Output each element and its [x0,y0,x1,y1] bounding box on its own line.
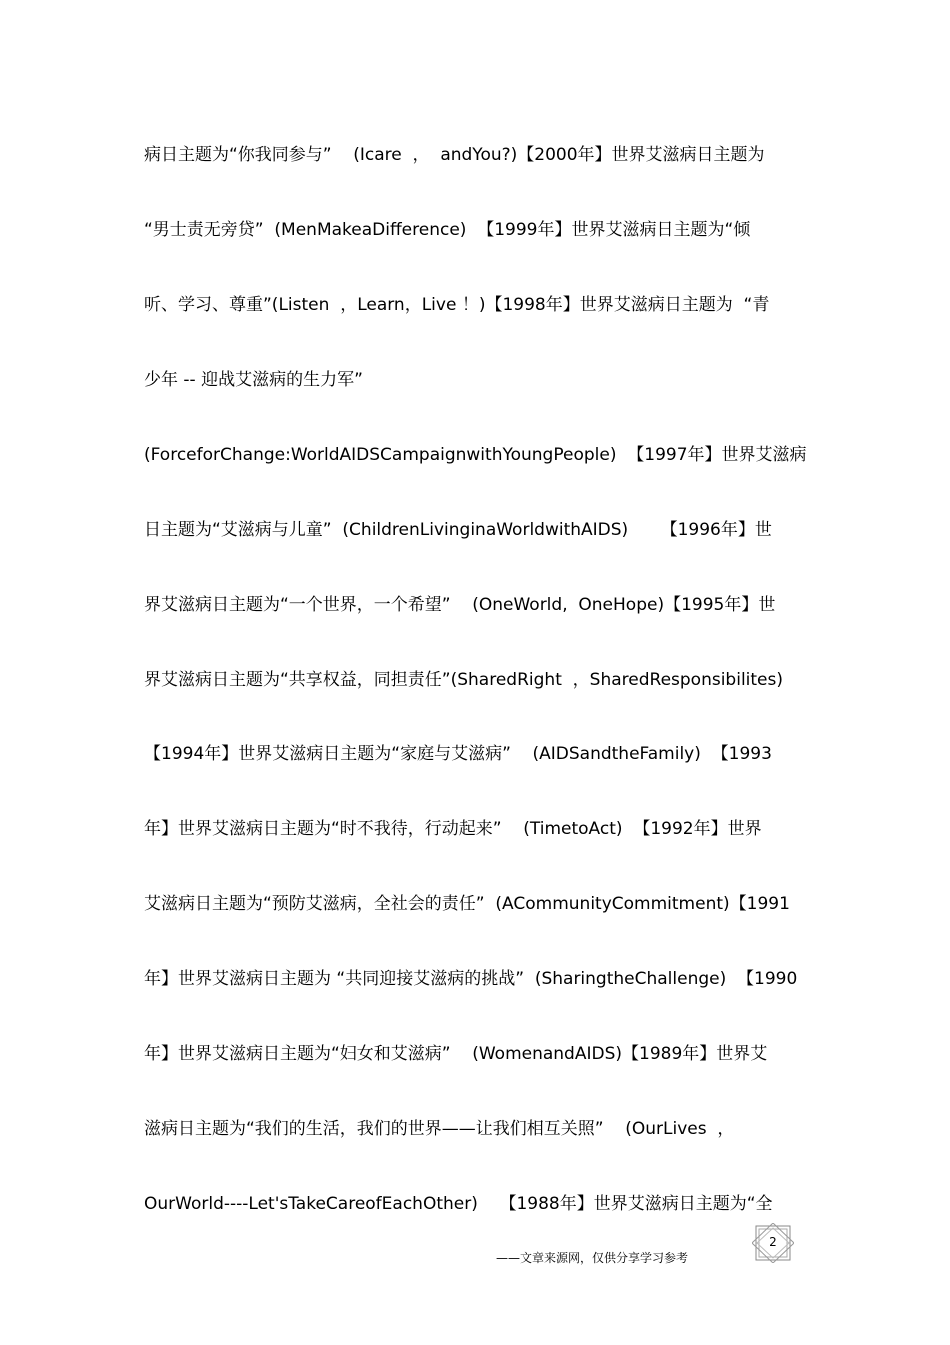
body-text-line: 日主题为“艾滋病与儿童” (ChildrenLivinginaWorldwithAIDS) 【1996年】世 [144,520,772,540]
body-text-line: 【1994年】世界艾滋病日主题为“家庭与艾滋病” (AIDSandtheFamily) 【1993 [144,744,772,764]
body-text-line: 年】世界艾滋病日主题为 “共同迎接艾滋病的挑战” (SharingtheChallenge) 【1990 [144,969,798,989]
page-number-badge [752,1223,794,1263]
body-text-line: OurWorld----Let'sTakeCareofEachOther) 【1988年】世界艾滋病日主题为“全 [144,1194,773,1214]
body-text-line: 听、学习、尊重”(Listen ，Learn，Live ！)【1998年】世界艾滋病日主题为 “青 [144,295,770,315]
body-text-line: 艾滋病日主题为“预防艾滋病，全社会的责任” (ACommunityCommitment)【1991 [144,894,790,914]
body-text-line: 年】世界艾滋病日主题为“妇女和艾滋病” (WomenandAIDS)【1989年】世界艾 [144,1044,768,1064]
footer-source-note: ——文章来源网，仅供分享学习参考 [496,1251,689,1265]
page-number: 2 [769,1235,777,1249]
body-text-line: 界艾滋病日主题为“共享权益，同担责任”(SharedRight ，SharedResponsibilites) [144,670,784,690]
body-text-line: (ForceforChange:WorldAIDSCampaignwithYoungPeople) 【1997年】世界艾滋病 [144,445,807,465]
body-text-line: 年】世界艾滋病日主题为“时不我待，行动起来” (TimetoAct) 【1992年】世界 [144,819,762,839]
body-text-line: 病日主题为“你我同参与” (Icare ， andYou?)【2000年】世界艾滋病日主题为 [144,145,765,165]
body-text-line: 界艾滋病日主题为“一个世界，一个希望” (OneWorld, OneHope)【1995年】世 [144,595,776,615]
body-text-line: 少年 -- 迎战艾滋病的生力军” [144,370,363,390]
body-text-line: “男士责无旁贷” (MenMakeaDifference) 【1999年】世界艾滋病日主题为“倾 [144,220,751,240]
body-text-line: 滋病日主题为“我们的生活，我们的世界——让我们相互关照” (OurLives ， [144,1119,735,1139]
